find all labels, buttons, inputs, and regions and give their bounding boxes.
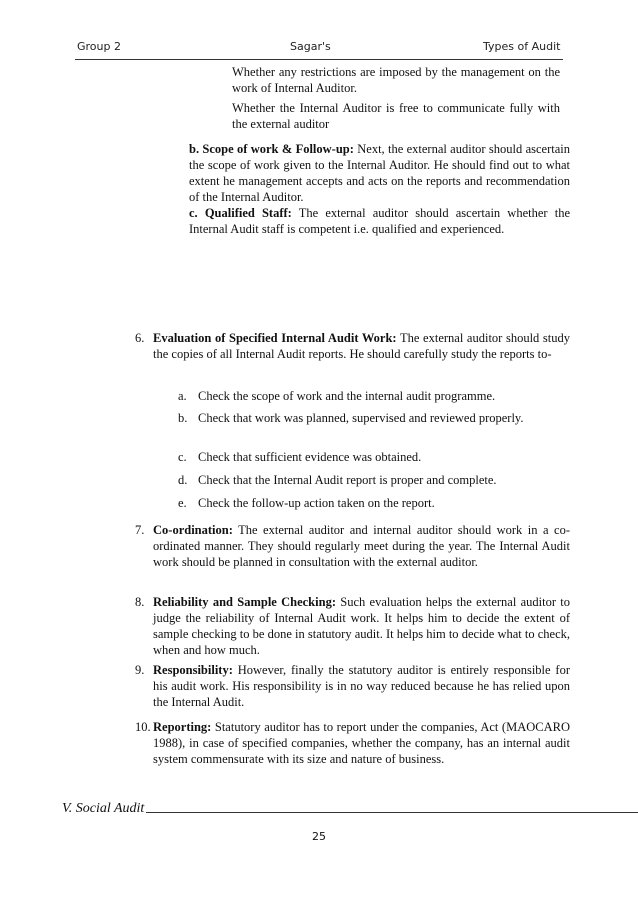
sub-point-text: The external auditor should ascertain whether the Internal Audit staff is competent i.e. qualified and experienced. bbox=[189, 206, 570, 236]
point-text: The external auditor and internal auditor should work in a co-ordinated manner. They should regularly meet during the year. The Internal Audit work should be planned in consultation with the external auditor. bbox=[153, 523, 570, 569]
list-item: Check that sufficient evidence was obtained. bbox=[198, 450, 422, 464]
sub-point-label: b. Scope of work & Follow-up: bbox=[189, 142, 354, 156]
point-reporting bbox=[153, 719, 570, 767]
point-number: 6. bbox=[135, 331, 145, 345]
list-item: Check that work was planned, supervised and reviewed properly. bbox=[198, 411, 524, 425]
section-heading: V. Social Audit bbox=[62, 801, 145, 816]
point-text: However, finally the statutory auditor is entirely responsible for his audit work. His responsibility is in no way reduced because he has relied upon the Internal Audit. bbox=[153, 663, 570, 709]
item-letter: c. bbox=[178, 450, 187, 464]
point-number: 10. bbox=[135, 720, 151, 734]
item-letter: b. bbox=[178, 411, 188, 425]
point-responsibility bbox=[153, 662, 570, 710]
sub-point-scope bbox=[189, 141, 570, 205]
point-label: Reliability and Sample Checking: bbox=[153, 595, 336, 609]
bullet-text: Whether any restrictions are imposed by the management on the work of Internal Auditor. bbox=[232, 65, 560, 95]
point-reliability bbox=[153, 594, 570, 658]
point-text: The external auditor should study the copies of all Internal Audit reports. He should carefully study the reports to- bbox=[153, 331, 571, 361]
item-letter: e. bbox=[178, 496, 187, 510]
point-coordination bbox=[153, 522, 570, 570]
point-label: Evaluation of Specified Internal Audit Work: bbox=[153, 331, 397, 345]
point-evaluation bbox=[153, 330, 570, 362]
item-letter: d. bbox=[178, 473, 188, 487]
sub-point-text: Next, the external auditor should ascertain the scope of work given to the Internal Auditor. He should find out to what extent he management accepts and acts on the reports and recommendation of the Internal Auditor. bbox=[189, 142, 570, 204]
point-number: 8. bbox=[135, 595, 145, 609]
list-item: Check the scope of work and the internal audit programme. bbox=[198, 389, 496, 403]
header-topic: Types of Audit bbox=[483, 40, 561, 53]
sub-point-label: c. Qualified Staff: bbox=[189, 206, 292, 220]
item-letter: a. bbox=[178, 389, 187, 403]
point-text: Such evaluation helps the external auditor to judge the reliability of Internal Audit work. It helps him to decide the extent of sample checking to be done in statutory audit. It helps him to decide what to check, when and how much. bbox=[153, 595, 570, 657]
header-title: Sagar's bbox=[290, 40, 331, 53]
sub-point-staff bbox=[189, 205, 570, 237]
point-label: Co-ordination: bbox=[153, 523, 233, 537]
page-number: 25 bbox=[312, 830, 326, 843]
point-number: 7. bbox=[135, 523, 145, 537]
point-number: 9. bbox=[135, 663, 145, 677]
list-item: Check the follow-up action taken on the report. bbox=[198, 496, 435, 510]
header-rule bbox=[75, 59, 563, 60]
point-label: Reporting: bbox=[153, 720, 212, 734]
point-label: Responsibility: bbox=[153, 663, 233, 677]
point-text: Statutory auditor has to report under the companies, Act (MAOCARO 1988), in case of specified companies, whether the company, has an internal audit system commensurate with its size and nature of business. bbox=[153, 720, 570, 766]
header-group: Group 2 bbox=[77, 40, 121, 53]
bullet-text: Whether the Internal Auditor is free to communicate fully with the external auditor bbox=[232, 101, 560, 131]
section-rule bbox=[146, 812, 638, 813]
list-item: Check that the Internal Audit report is proper and complete. bbox=[198, 473, 497, 487]
